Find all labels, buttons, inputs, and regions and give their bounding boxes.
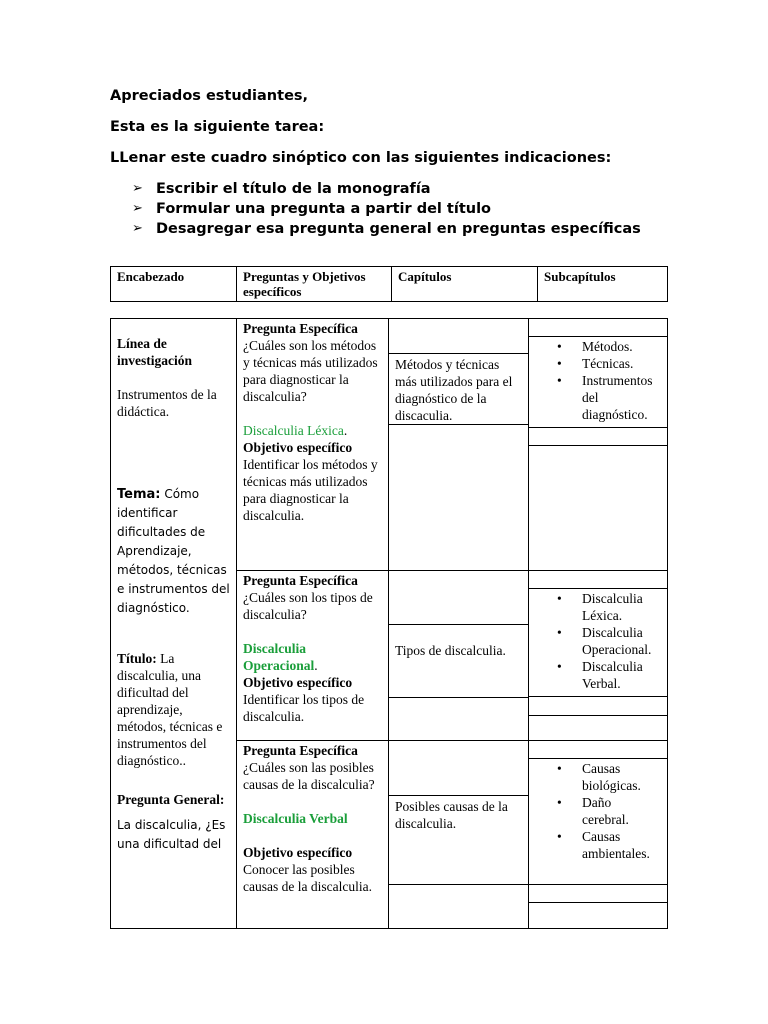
subchapter-item: • Causas ambientales.: [557, 829, 650, 861]
linea-label: Línea de investigación: [117, 336, 193, 368]
header-table: [110, 266, 668, 302]
chapter-text-2: Tipos de discalculia.: [395, 643, 506, 658]
bullet-icon: •: [557, 659, 562, 674]
subchapter-item: • Métodos.: [557, 339, 633, 354]
synoptic-table: [110, 318, 668, 929]
q-text-2: ¿Cuáles son los tipos de discalculia?: [243, 590, 373, 622]
intro: [110, 86, 641, 239]
question-cell-2: Pregunta Específica ¿Cuáles son los tipos de discalculia? Discalculia Operacional. Objetivo específico Identificar los tipos de discalculia.: [237, 571, 389, 741]
obj-label-1: Objetivo específico: [243, 440, 353, 455]
obj-text-2: Identificar los tipos de discalculia.: [243, 692, 365, 724]
obj-label-2: Objetivo específico: [243, 675, 353, 690]
tema-label: Tema:: [117, 487, 161, 502]
subchapter-list-3: [529, 759, 667, 884]
subchapter-item: • Discalculia Léxica.: [557, 591, 643, 623]
obj-text-1: Identificar los métodos y técnicas más utilizados para diagnosticar la discalculia.: [243, 457, 378, 523]
bullet-icon: •: [557, 829, 562, 844]
instruction-item: ➢ Escribir el título de la monografía: [132, 181, 431, 197]
pregunta-general-text: La discalculia, ¿Es una dificultad del: [117, 818, 226, 851]
subchapter-item: • Causas biológicas.: [557, 761, 641, 793]
arrow-bullet-icon: ➢: [132, 221, 143, 236]
chapter-cell-3: [389, 741, 529, 929]
bullet-icon: •: [557, 373, 562, 388]
subchapter-item: • Técnicas.: [557, 356, 634, 371]
subchapter-cell-2: [529, 571, 668, 741]
greeting: Apreciados estudiantes,: [110, 88, 309, 104]
chapter-cell-1: [389, 319, 529, 571]
subchapter-cell-3: [529, 741, 668, 929]
chapter-cell-2: [389, 571, 529, 741]
bullet-icon: •: [557, 795, 562, 810]
instruction-list: [132, 179, 641, 239]
task-line: Esta es la siguiente tarea:: [110, 119, 325, 135]
header-capitulos: Capítulos: [392, 267, 538, 302]
arrow-bullet-icon: ➢: [132, 201, 143, 216]
obj-label-3: Objetivo específico: [243, 845, 353, 860]
bullet-icon: •: [557, 625, 562, 640]
question-cell-3: [237, 741, 389, 929]
chapter-text-1: Métodos y técnicas más utilizados para el diagnóstico de la discaculia.: [395, 357, 513, 423]
chapter-text-3: Posibles causas de la discalculia.: [395, 799, 508, 831]
bullet-icon: •: [557, 591, 562, 606]
subchapter-cell-1: [529, 319, 668, 571]
green-label-3: Discalculia Verbal: [243, 811, 348, 826]
instruction-item: ➢ Desagregar esa pregunta general en preguntas específicas: [132, 221, 641, 237]
pregunta-general-label: Pregunta General:: [117, 792, 225, 807]
tema-text: Cómo identificar dificultades de Aprendizaje, métodos, técnicas e instrumentos del diagnóstico.: [117, 487, 230, 615]
bullet-icon: •: [557, 356, 562, 371]
obj-text-3: Conocer las posibles causas de la discalculia.: [243, 862, 372, 894]
titulo-text: La discalculia, una dificultad del aprendizaje, métodos, técnicas e instrumentos del diagnóstico..: [117, 651, 223, 768]
q-label-1: Pregunta Específica: [243, 321, 358, 336]
subchapter-list-2: [529, 589, 667, 696]
linea-text: Instrumentos de la didáctica.: [117, 387, 217, 419]
q-text-1: ¿Cuáles son los métodos y técnicas más utilizados para diagnosticar la discalculia?: [243, 338, 378, 404]
q-label-2: Pregunta Específica: [243, 573, 358, 588]
subchapter-item: • Daño cerebral.: [557, 795, 629, 827]
green-label-2: Discalculia Operacional: [243, 641, 315, 673]
encabezado-cell: [111, 319, 237, 929]
bullet-icon: •: [557, 339, 562, 354]
subchapter-item: • Discalculia Operacional.: [557, 625, 652, 657]
subchapter-item: • Instrumentos del diagnóstico.: [557, 373, 653, 422]
header-encabezado: Encabezado: [111, 267, 237, 302]
header-preguntas: Preguntas y Objetivos específicos: [237, 267, 392, 302]
q-label-3: Pregunta Específica: [243, 743, 358, 758]
subchapter-list-1: [529, 337, 667, 427]
header-subcapitulos: Subcapítulos: [538, 267, 668, 302]
instruction-item: ➢ Formular una pregunta a partir del título: [132, 201, 492, 217]
titulo-label: Título:: [117, 651, 157, 666]
q-text-3: ¿Cuáles son las posibles causas de la discalculia?: [243, 760, 375, 792]
bullet-icon: •: [557, 761, 562, 776]
arrow-bullet-icon: ➢: [132, 181, 143, 196]
instructions-line: LLenar este cuadro sinóptico con las siguientes indicaciones:: [110, 150, 612, 166]
question-cell-1: Pregunta Específica ¿Cuáles son los métodos y técnicas más utilizados para diagnosticar la discalculia? Discalculia Léxica. Objetivo específico Identificar los métodos y técnicas más utilizados para diagnosticar la discalculia.: [237, 319, 389, 571]
subchapter-item: • Discalculia Verbal.: [557, 659, 643, 691]
green-label-1: Discalculia Léxica: [243, 423, 344, 438]
